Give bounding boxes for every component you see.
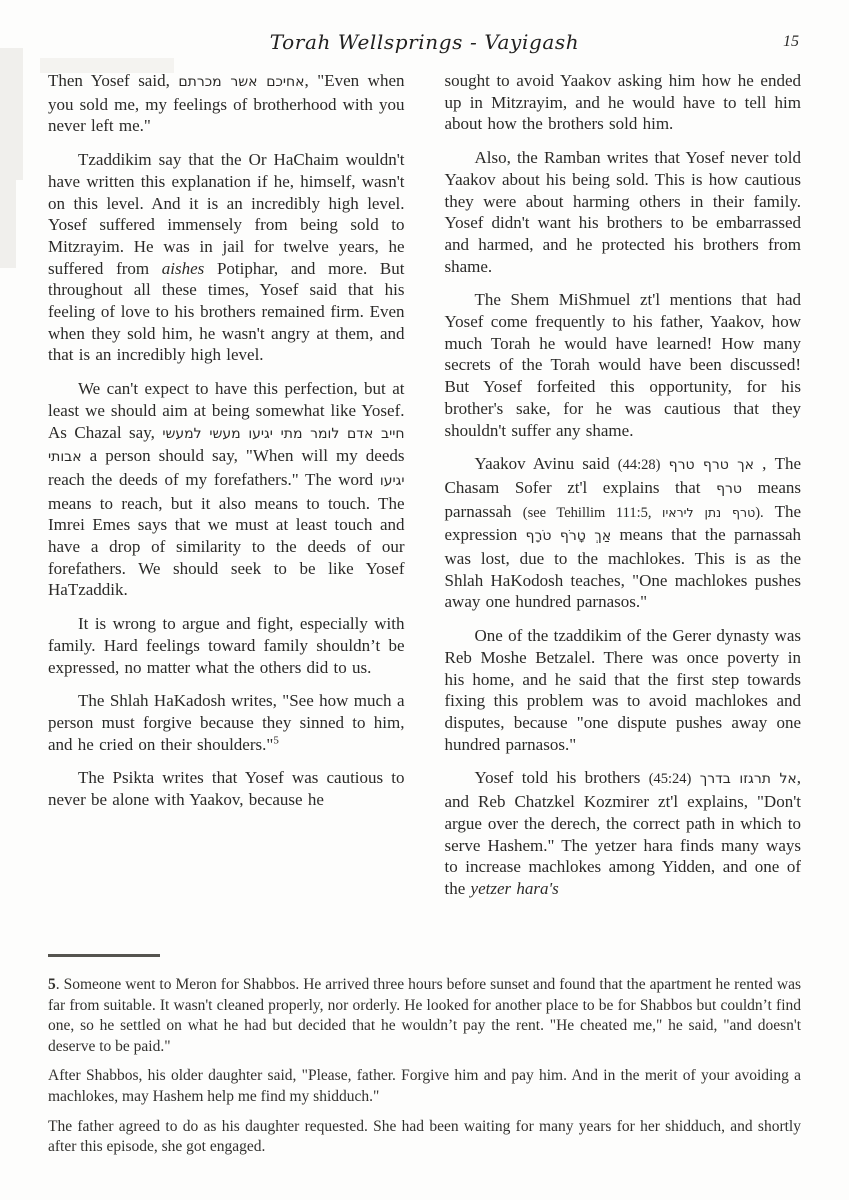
hebrew-text: חייב אדם לומר מתי יגיעו מעשי למעשי אבותי	[48, 425, 405, 466]
text-segment: , "Even when you sold me, my feelings of brotherhood with you never left me."	[48, 71, 405, 136]
paragraph	[48, 378, 405, 601]
text-segment: (44:28)	[617, 457, 661, 474]
text-segment	[691, 768, 699, 787]
right-column	[445, 70, 802, 948]
footnote-separator	[48, 954, 160, 957]
page-title: Torah Wellsprings - Vayigash	[269, 30, 580, 54]
text-segment: a person should say, "When will my deeds reach the deeds of my forefathers." The word	[48, 446, 405, 489]
text-segment: means parnassah	[444, 477, 801, 521]
text-segment: The Shem MiShmuel zt'l mentions that had Yosef come frequently to his father, Yaakov, how much Torah he would have learned! How many secrets of the Torah would have been discussed! But Yosef forfeited this opportunity, for his brother's sake, for he was cautious that they shouldn't suffer any shame.	[444, 290, 801, 440]
paragraph	[445, 70, 802, 135]
paragraph	[48, 690, 405, 755]
paragraph	[445, 147, 802, 277]
text-segment: Potiphar, and more. But throughout all these times, Yosef said that his feeling of love to his brothers remained firm. Even when they sold him, he wasn't angry at them, and that is an incredibly high level.	[48, 258, 405, 365]
text-segment: The expression	[444, 501, 801, 545]
text-segment: yetzer hara's	[470, 878, 559, 898]
text-segment: The Psikta writes that Yosef was cautious to never be alone with Yaakov, because he	[48, 768, 405, 810]
text-segment: Then Yosef said,	[48, 71, 179, 90]
hebrew-text: יגיעו	[379, 472, 405, 489]
paragraph	[445, 453, 802, 613]
text-segment: (45:24)	[648, 771, 692, 788]
left-column	[48, 70, 405, 948]
hebrew-text: אחיכם אשר מכרתם	[178, 74, 305, 90]
footnote	[48, 975, 801, 1057]
two-column-body	[48, 70, 801, 948]
paragraph	[445, 625, 802, 755]
text-segment: Tzaddikim say that the Or HaChaim wouldn't have written this explanation if he, himself, wasn't on this level. And it is an incredibly high level. Yosef suffered immensely from being sold to Mitzrayim. He was in jail for twelve years, he suffered from	[48, 150, 405, 278]
footnote-text: The father agreed to do as his daughter requested. She had been waiting for many years for her shidduch, and shortly after this episode, she got engaged.	[48, 1117, 801, 1156]
paragraph	[48, 149, 405, 366]
text-segment	[660, 454, 668, 473]
text-segment: ).	[755, 504, 764, 521]
text-segment: Yosef told his brothers	[474, 768, 649, 788]
text-segment: Also, the Ramban writes that Yosef never told Yaakov about his being sold. This is how cautious they were about harming others in their family. Yosef didn't want his brothers to be embarrassed and harmed, and he protected his brothers from shame.	[444, 148, 801, 276]
page-header	[48, 0, 801, 70]
paragraph	[48, 70, 405, 137]
footnote	[48, 1066, 801, 1107]
footnote-text: After Shabbos, his older daughter said, "Please, father. Forgive him and pay him. And in the merit of your avoiding a machlokes, may Hashem help me find my shidduch."	[48, 1067, 801, 1105]
text-segment: (see Tehillim 111:5,	[522, 504, 663, 521]
text-segment: sought to avoid Yaakov asking him how he ended up in Mitzrayim, and he would have to tell him about how the brothers sold him.	[444, 71, 801, 134]
text-segment: It is wrong to argue and fight, especially with family. Hard feelings toward family shouldn’t be expressed, no matter what the others did to us.	[48, 614, 405, 677]
text-segment: means that the parnassah was lost, due to the machlokes. This is as the Shlah HaKodosh teaches, "One machlokes pushes away one hundred parnasos."	[444, 525, 801, 612]
footnote-text: . Someone went to Meron for Shabbos. He arrived three hours before sunset and found that the apartment he rented was far from suitable. It wasn't cleaned properly, nor orderly. He looked for another place to be for Shabbos but couldn’t find one, so he settled on what he had but decided that he wouldn’t pay the rent. "He cheated me," he said, "and doesn't deserve to be paid."	[48, 976, 801, 1055]
footnote-reference: 5	[273, 734, 279, 747]
text-segment: The Shlah HaKadosh writes, "See how much a person must forgive because they sinned to him, and he cried on their shoulders."	[48, 691, 405, 754]
paragraph	[445, 767, 802, 899]
paragraph	[48, 767, 405, 810]
footnote-marker: 5	[48, 976, 56, 993]
text-segment: aishes	[161, 258, 205, 278]
hebrew-text: טרף נתן ליראיו	[662, 504, 756, 520]
text-segment: means to reach, but it also means to touch. The Imrei Emes says that we must at least touch and have a drop of similarity to the deeds of our forefathers. We should seek to be like Yosef HaTzaddik.	[48, 493, 405, 600]
text-segment: , The Chasam Sofer zt'l explains that	[444, 454, 801, 497]
footnotes	[48, 975, 801, 1158]
text-segment: , and Reb Chatzkel Kozmirer zt'l explains, "Don't argue over the derech, the correct path in which to serve Hashem." The yetzer hara finds many ways to increase machlokes among Yidden, and one of the	[444, 768, 801, 898]
hebrew-text: טרף	[716, 480, 743, 497]
hebrew-text: אַךְ טָרֹף טֹרָף	[525, 528, 612, 545]
footnote	[48, 1117, 801, 1158]
hebrew-text: אל תרגזו בדרך	[699, 771, 797, 788]
paragraph	[48, 613, 405, 678]
text-segment: Yaakov Avinu said	[474, 454, 618, 474]
text-segment: One of the tzaddikim of the Gerer dynasty was Reb Moshe Betzalel. There was once poverty in his home, and he said that the first step towards fixing this problem was to avoid machlokes and disputes, because "one dispute pushes away one hundred parnasos."	[444, 626, 801, 754]
page-number: 15	[783, 33, 799, 50]
hebrew-text: אך טרף טרף	[668, 457, 755, 474]
text-segment: We can't expect to have this perfection, but at least we should aim at being somewhat like Yosef. As Chazal say,	[48, 379, 405, 442]
paragraph	[445, 289, 802, 441]
